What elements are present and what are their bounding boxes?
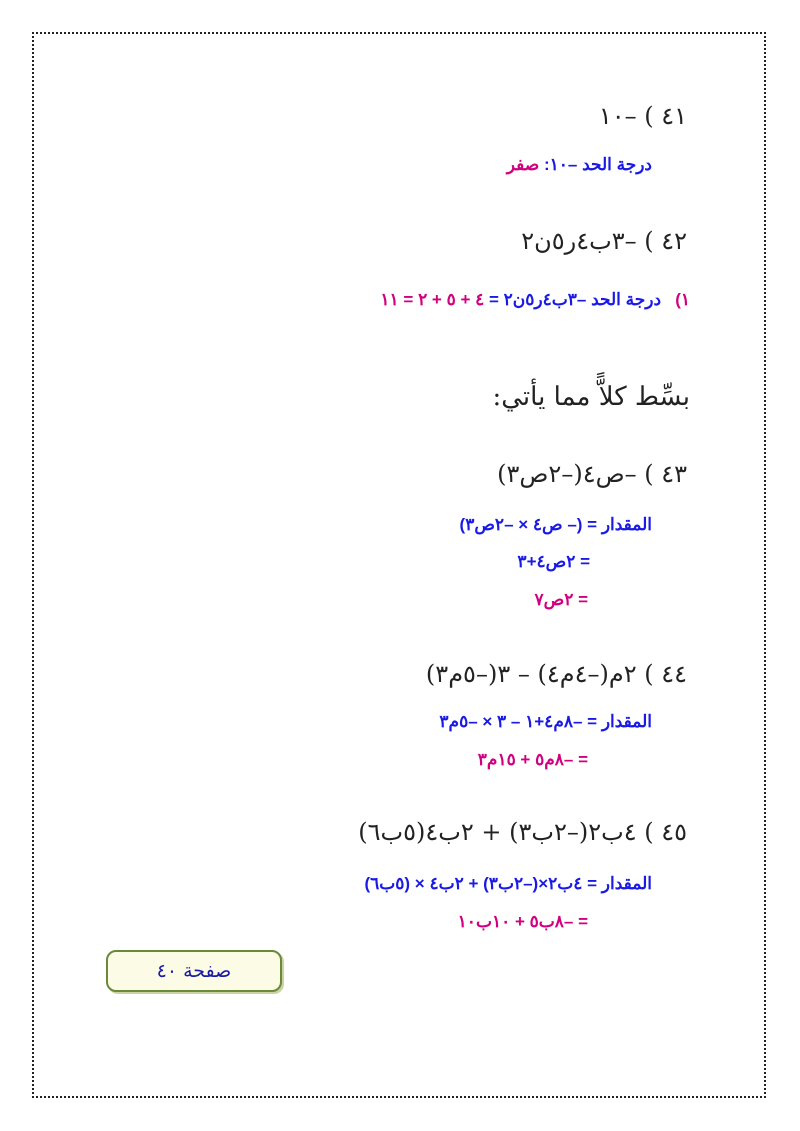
problem-45: ٤٥ ) ٤ب٢(–٢ب٣) + ٢ب٤(٥ب٦) [358, 818, 687, 846]
step-45-2: = –٨ب٥ + ١٠ب١٠ [457, 912, 588, 931]
answer-42-label: درجة الحد –٣ب٤ر٥ن٢ = [488, 290, 662, 309]
step-43-2: = ٢ص٤+٣ [517, 552, 590, 571]
simplify-heading: بسِّط كلاًّ مما يأتي: [492, 382, 690, 412]
problem-44: ٤٤ ) ٢م(–٤م٤) – ٣(–٥م٣) [425, 660, 687, 688]
answer-41-value: صفر [506, 155, 540, 174]
step-43-1: المقدار = (– ص٤ × –٢ص٣) [459, 515, 652, 534]
step-44-1: المقدار = –٨م٤+١ – ٣ × –٥م٣ [439, 712, 652, 731]
answer-41 [507, 155, 652, 175]
answer-42-marker: ١) [675, 290, 690, 309]
page-border [32, 32, 766, 1098]
answer-41-label: درجة الحد –١٠: [543, 155, 652, 174]
page-number-badge [106, 950, 282, 992]
step-45-1: المقدار = ٤ب٢×(–٢ب٣) + ٢ب٤ × (٥ب٦) [364, 874, 652, 893]
answer-42 [380, 290, 690, 310]
problem-43: ٤٣ ) –ص٤(–٢ص٣) [497, 460, 687, 488]
answer-42-value: ٤ + ٥ + ٢ = ١١ [380, 290, 485, 309]
step-44-2: = –٨م٥ + ١٥م٣ [477, 750, 588, 769]
problem-42: ٤٢ ) –٣ب٤ر٥ن٢ [521, 227, 687, 255]
page-number-label: صفحة ٤٠ [156, 960, 232, 982]
step-43-3: = ٢ص٧ [534, 590, 588, 609]
problem-41: ٤١ ) –١٠ [598, 102, 687, 130]
